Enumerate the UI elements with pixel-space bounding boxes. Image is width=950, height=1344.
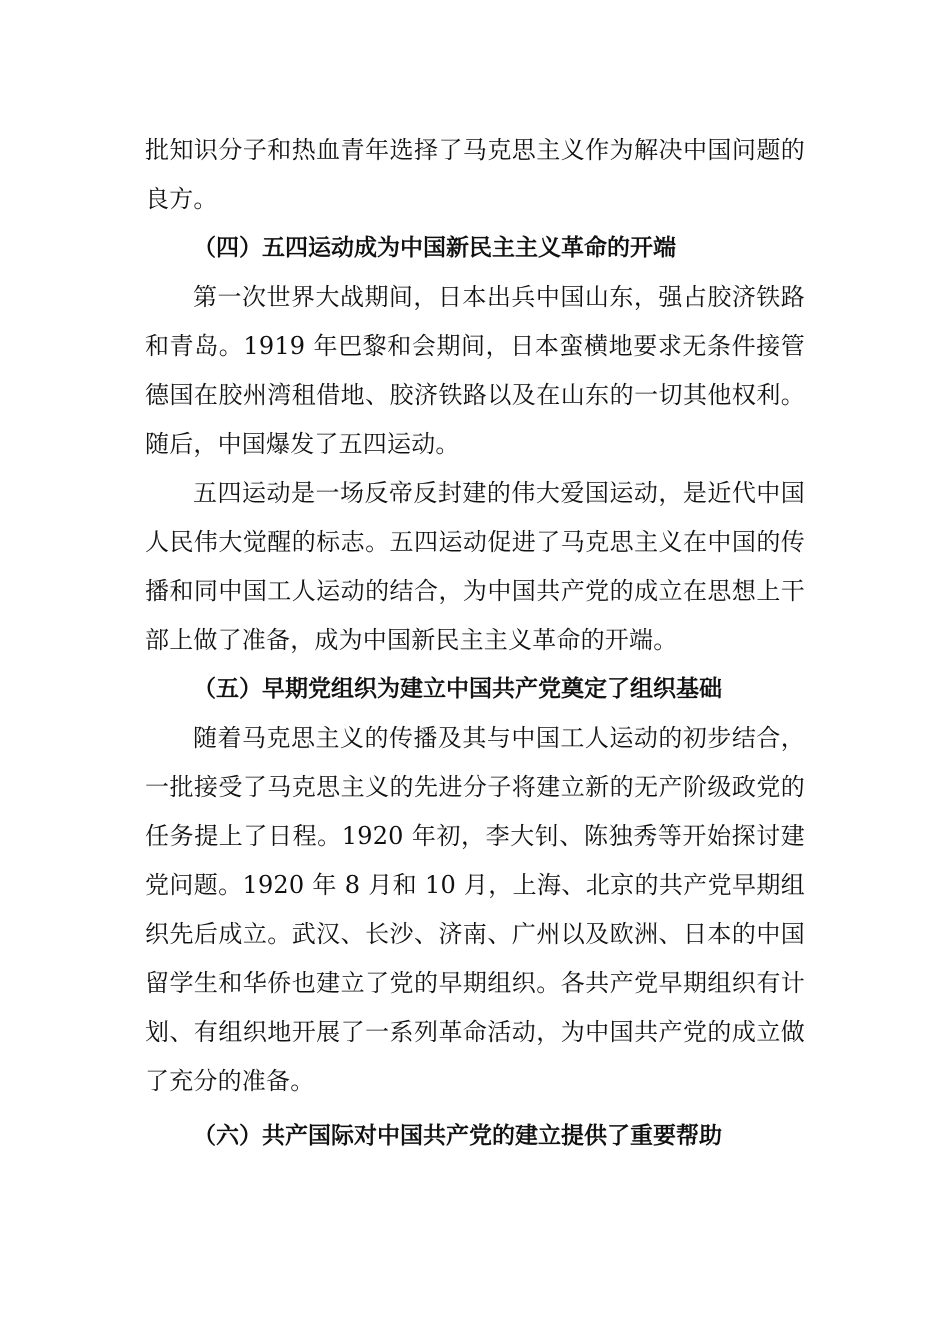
paragraph-continuation: 批知识分子和热血青年选择了马克思主义作为解决中国问题的良方。: [145, 136, 805, 213]
paragraph-ww1-shandong: 第一次世界大战期间，日本出兵中国山东，强占胶济铁路和青岛。1919 年巴黎和会期间，日本蛮横地要求无条件接管德国在胶州湾租借地、胶济铁路以及在山东的一切其他权利。随后，中国爆发了五四运动。: [145, 283, 805, 458]
document-body: [145, 126, 805, 1161]
section-heading-four: （四）五四运动成为中国新民主主义革命的开端: [193, 235, 676, 261]
section-heading-six: （六）共产国际对中国共产党的建立提供了重要帮助: [193, 1123, 722, 1149]
paragraph-may-fourth: 五四运动是一场反帝反封建的伟大爱国运动，是近代中国人民伟大觉醒的标志。五四运动促进了马克思主义在中国的传播和同中国工人运动的结合，为中国共产党的成立在思想上干部上做了准备，成为中国新民主主义革命的开端。: [145, 479, 805, 654]
paragraph-early-organizations: 随着马克思主义的传播及其与中国工人运动的初步结合，一批接受了马克思主义的先进分子将建立新的无产阶级政党的任务提上了日程。1920 年初，李大钊、陈独秀等开始探讨建党问题。1920 年 8 月和 10 月，上海、北京的共产党早期组织先后成立。武汉、长沙、济南、广州以及欧洲、日本的中国留学生和华侨也建立了党的早期组织。各共产党早期组织有计划、有组织地开展了一系列革命活动，为中国共产党的成立做了充分的准备。: [145, 724, 805, 1095]
section-heading-five: （五）早期党组织为建立中国共产党奠定了组织基础: [193, 676, 722, 702]
